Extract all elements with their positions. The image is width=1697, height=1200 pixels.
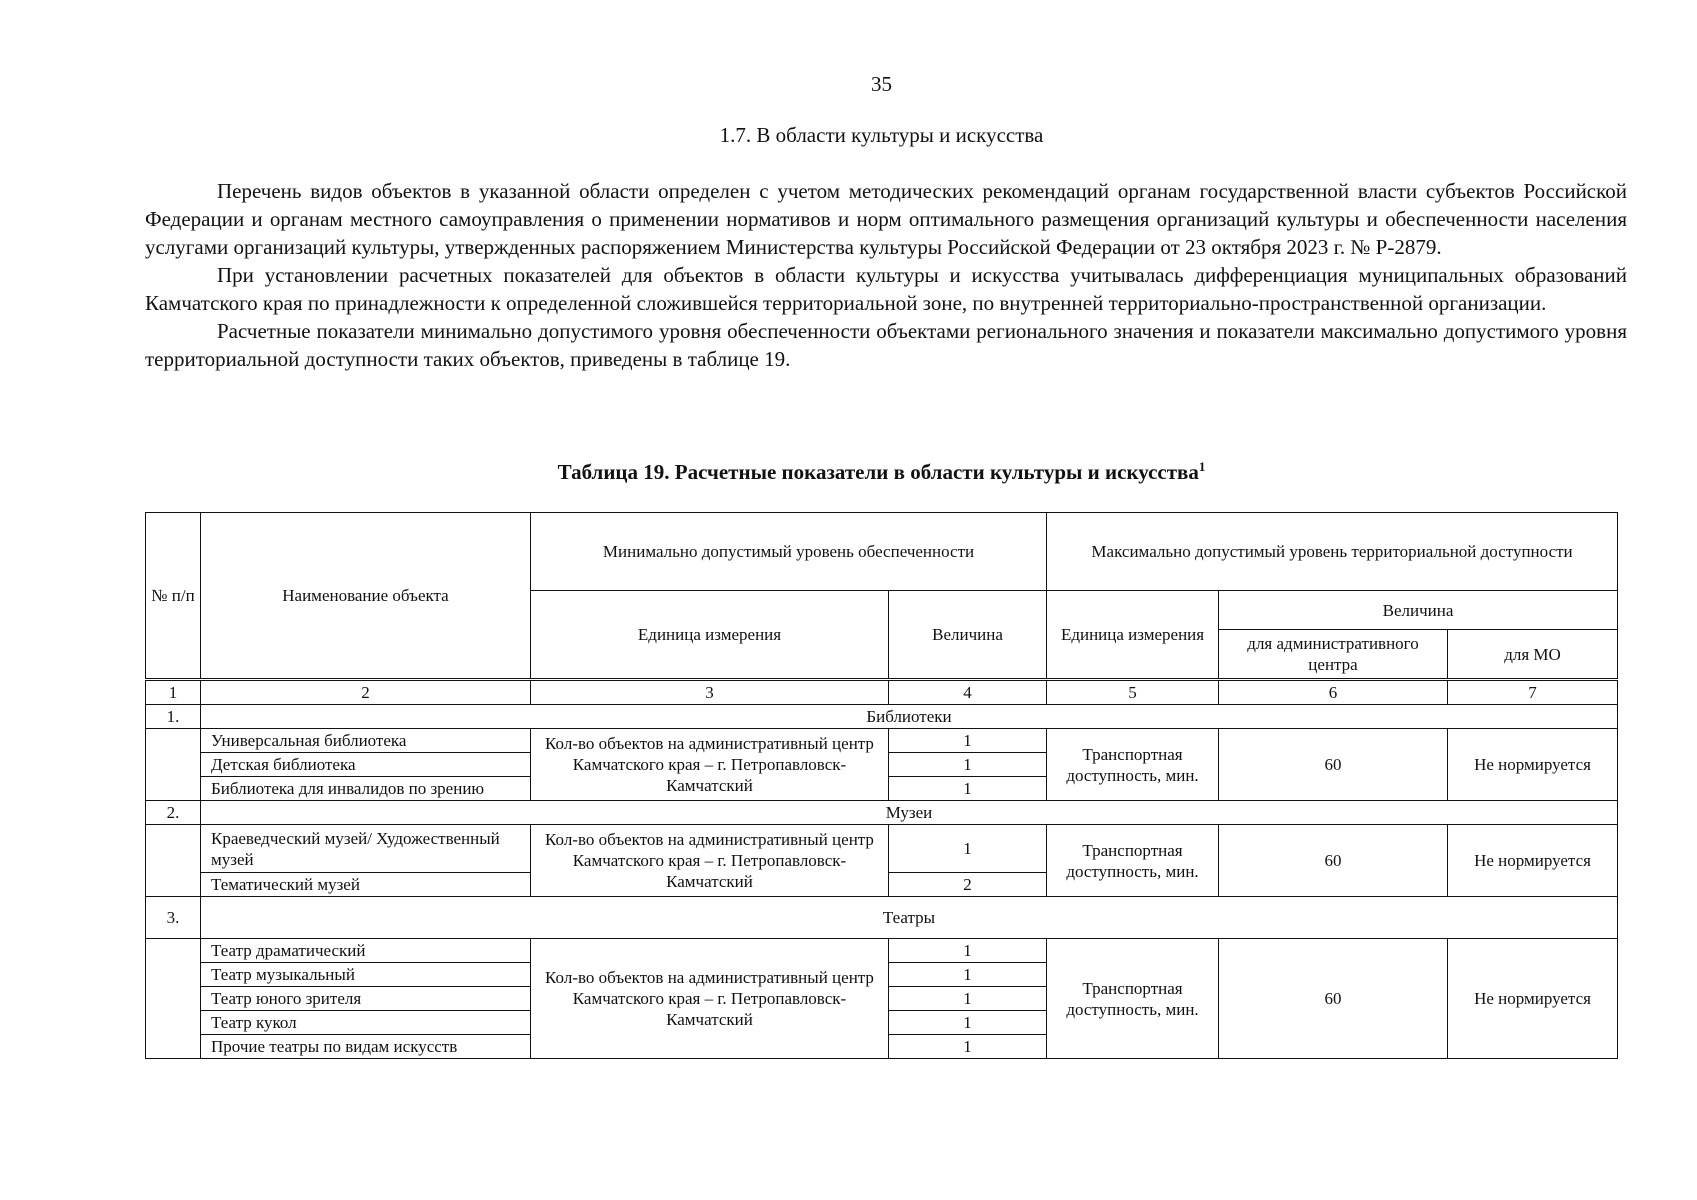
- object-value: 1: [889, 753, 1047, 777]
- object-name: Детская библиотека: [201, 753, 531, 777]
- unit-cell: Кол-во объектов на административный центр Камчатского края – г. Петропавловск-Камчатский: [531, 825, 889, 897]
- header-value-access: Величина: [1219, 591, 1618, 630]
- object-name: Театр драматический: [201, 939, 531, 963]
- object-value: 1: [889, 1011, 1047, 1035]
- col-number: 6: [1219, 681, 1448, 705]
- object-name: Театр музыкальный: [201, 963, 531, 987]
- col-number: 5: [1047, 681, 1219, 705]
- header-max-group: Максимально допустимый уровень территориальной доступности: [1047, 513, 1618, 591]
- object-name: Прочие театры по видам искусств: [201, 1035, 531, 1059]
- admin-value-cell: 60: [1219, 939, 1448, 1059]
- col-number: 7: [1448, 681, 1618, 705]
- header-min-group: Минимально допустимый уровень обеспеченности: [531, 513, 1047, 591]
- group-num: 3.: [146, 897, 201, 939]
- access-unit-cell: Транспортная доступность, мин.: [1047, 825, 1219, 897]
- table-row: [146, 825, 1618, 873]
- header-value: Величина: [889, 591, 1047, 679]
- header-unit: Единица измерения: [531, 591, 889, 679]
- object-name: Библиотека для инвалидов по зрению: [201, 777, 531, 801]
- object-value: 1: [889, 777, 1047, 801]
- group-row: [146, 897, 1618, 939]
- mo-value-cell: Не нормируется: [1448, 729, 1618, 801]
- column-numbers-row: [146, 681, 1618, 705]
- table-caption-text: Таблица 19. Расчетные показатели в области культуры и искусства: [557, 460, 1199, 484]
- object-value: 1: [889, 825, 1047, 873]
- empty-cell: [146, 825, 201, 897]
- table-row: [146, 939, 1618, 963]
- object-value: 2: [889, 873, 1047, 897]
- object-name: Универсальная библиотека: [201, 729, 531, 753]
- group-title: Театры: [201, 897, 1618, 939]
- col-number: 3: [531, 681, 889, 705]
- object-value: 1: [889, 987, 1047, 1011]
- admin-value-cell: 60: [1219, 825, 1448, 897]
- table-body: [145, 680, 1618, 1059]
- col-number: 2: [201, 681, 531, 705]
- body-text: [145, 177, 1627, 373]
- object-name: Театр юного зрителя: [201, 987, 531, 1011]
- header-unit-access: Единица измерения: [1047, 591, 1219, 679]
- empty-cell: [146, 729, 201, 801]
- page-number: 35: [871, 72, 892, 96]
- access-unit-cell: Транспортная доступность, мин.: [1047, 939, 1219, 1059]
- header-mo: для МО: [1448, 630, 1618, 679]
- admin-value-cell: 60: [1219, 729, 1448, 801]
- header-num: № п/п: [146, 513, 201, 679]
- col-number: 4: [889, 681, 1047, 705]
- object-value: 1: [889, 1035, 1047, 1059]
- group-title: Музеи: [201, 801, 1618, 825]
- paragraph: При установлении расчетных показателей для объектов в области культуры и искусства учитывалась дифференциация муниципальных образований Камчатского края по принадлежности к определенной сложившейся территориальной зоне, по внутренней территориально-пространственной организации.: [145, 263, 1627, 315]
- unit-cell: Кол-во объектов на административный центр Камчатского края – г. Петропавловск-Камчатский: [531, 729, 889, 801]
- object-value: 1: [889, 939, 1047, 963]
- group-num: 2.: [146, 801, 201, 825]
- empty-cell: [146, 939, 201, 1059]
- object-name: Тематический музей: [201, 873, 531, 897]
- group-row: [146, 705, 1618, 729]
- group-row: [146, 801, 1618, 825]
- object-name: Театр кукол: [201, 1011, 531, 1035]
- object-value: 1: [889, 729, 1047, 753]
- section-title: 1.7. В области культуры и искусства: [719, 123, 1044, 147]
- mo-value-cell: Не нормируется: [1448, 825, 1618, 897]
- group-title: Библиотеки: [201, 705, 1618, 729]
- footnote-marker: 1: [1198, 459, 1206, 474]
- header-admin-center: для административного центра: [1219, 630, 1448, 679]
- header-name: Наименование объекта: [201, 513, 531, 679]
- unit-cell: Кол-во объектов на административный центр Камчатского края – г. Петропавловск-Камчатский: [531, 939, 889, 1059]
- object-value: 1: [889, 963, 1047, 987]
- table-header: [145, 512, 1618, 679]
- object-name: Краеведческий музей/ Художественный музей: [201, 825, 531, 873]
- paragraph: Перечень видов объектов в указанной области определен с учетом методических рекомендаций органам государственной власти субъектов Российской Федерации и органам местного самоуправления о применении нормативов и норм оптимального размещения организаций культуры и обеспеченности населения услугами организаций культуры, утвержденных распоряжением Министерства культуры Российской Федерации от 23 октября 2023 г. № Р-2879.: [145, 179, 1627, 259]
- mo-value-cell: Не нормируется: [1448, 939, 1618, 1059]
- paragraph: Расчетные показатели минимально допустимого уровня обеспеченности объектами регионального значения и показатели максимально допустимого уровня территориальной доступности таких объектов, приведены в таблице 19.: [145, 319, 1627, 371]
- access-unit-cell: Транспортная доступность, мин.: [1047, 729, 1219, 801]
- group-num: 1.: [146, 705, 201, 729]
- col-number: 1: [146, 681, 201, 705]
- table-caption: [0, 459, 1697, 485]
- table-row: [146, 729, 1618, 753]
